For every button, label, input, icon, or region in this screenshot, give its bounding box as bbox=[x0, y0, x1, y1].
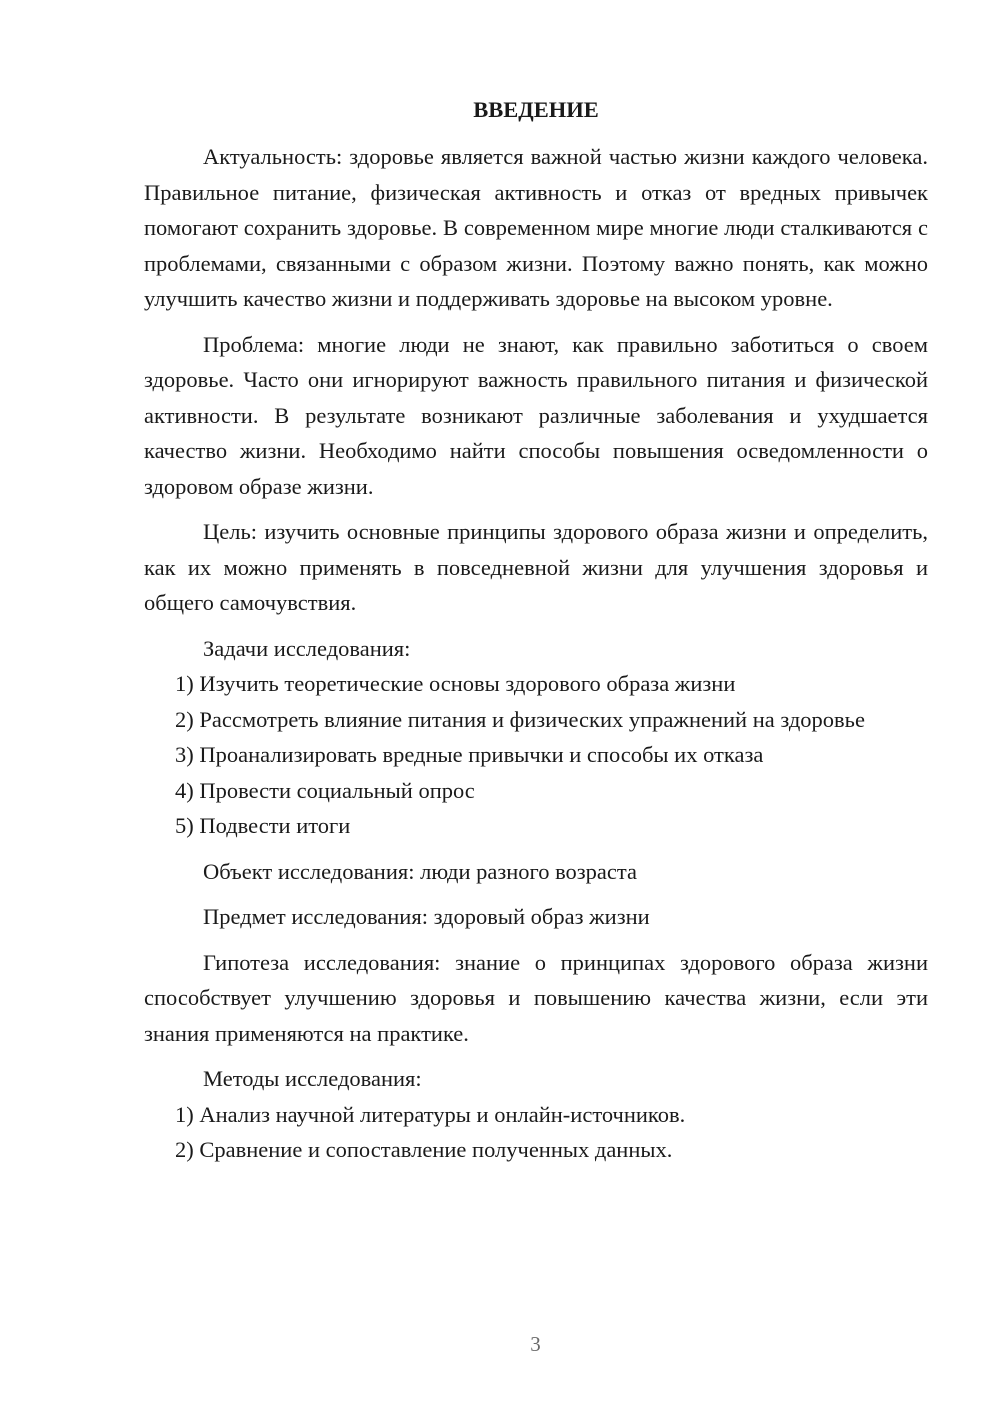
paragraph-object: Объект исследования: люди разного возраста bbox=[203, 858, 637, 884]
task-item: 3) Проанализировать вредные привычки и способы их отказа bbox=[175, 742, 764, 767]
method-item: 2) Сравнение и сопоставление полученных данных. bbox=[175, 1137, 673, 1162]
paragraph-goal: Цель: изучить основные принципы здорового образа жизни и определить, как их можно применять в повседневной жизни для улучшения здоровья и общего самочувствия. bbox=[144, 519, 928, 615]
method-item: 1) Анализ научной литературы и онлайн-источников. bbox=[175, 1101, 686, 1127]
task-item: 4) Провести социальный опрос bbox=[175, 777, 475, 803]
document-page bbox=[144, 92, 928, 1168]
page-number: 3 bbox=[530, 1332, 541, 1356]
task-item: 2) Рассмотреть влияние питания и физических упражнений на здоровье bbox=[175, 706, 865, 732]
page-title: ВВЕДЕНИЕ bbox=[473, 97, 599, 122]
task-item: 1) Изучить теоретические основы здорового образа жизни bbox=[175, 671, 736, 696]
task-item: 5) Подвести итоги bbox=[175, 813, 351, 838]
paragraph-subject: Предмет исследования: здоровый образ жизни bbox=[203, 904, 650, 929]
paragraph-problem: Проблема: многие люди не знают, как правильно заботиться о своем здоровье. Часто они игнорируют важность правильного питания и физической активности. В результате возникают различные заболевания и ухудшается качество жизни. Необходимо найти способы повышения осведомленности о здоровом образе жизни. bbox=[144, 331, 928, 499]
paragraph-hypothesis: Гипотеза исследования: знание о принципах здорового образа жизни способствует улучшению здоровья и повышению качества жизни, если эти знания применяются на практике. bbox=[144, 949, 928, 1046]
methods-heading: Методы исследования: bbox=[203, 1066, 422, 1091]
tasks-heading: Задачи исследования: bbox=[203, 635, 411, 661]
paragraph-relevance: Актуальность: здоровье является важной частью жизни каждого человека. Правильное питание, физическая активность и отказ от вредных привычек помогают сохранить здоровье. В современном мире многие люди сталкиваются с проблемами, связанными с образом жизни. Поэтому важно понять, как можно улучшить качество жизни и поддерживать здоровье на высоком уровне. bbox=[144, 144, 928, 311]
